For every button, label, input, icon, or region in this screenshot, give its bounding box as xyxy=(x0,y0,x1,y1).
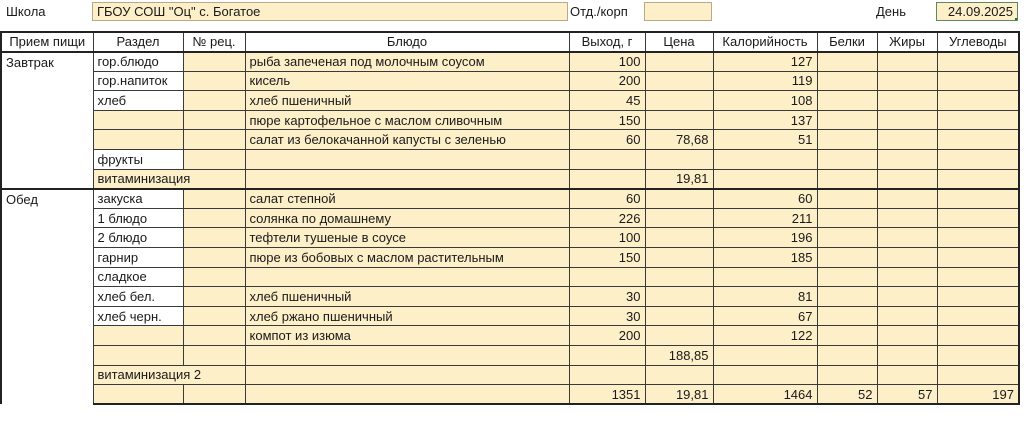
recipe-cell[interactable] xyxy=(183,346,245,366)
section-cell[interactable]: сладкое xyxy=(93,267,183,287)
protein-cell[interactable] xyxy=(817,287,877,307)
price-cell[interactable]: 188,85 xyxy=(645,346,713,366)
section-cell[interactable] xyxy=(93,346,183,366)
section-cell[interactable]: витаминизация xyxy=(93,169,245,189)
calories-cell[interactable]: 108 xyxy=(713,91,817,111)
section-cell[interactable]: 1 блюдо xyxy=(93,208,183,228)
meal-name-cell[interactable]: Завтрак xyxy=(1,52,93,189)
recipe-cell[interactable] xyxy=(183,208,245,228)
table-row xyxy=(1,267,1019,287)
calories-cell[interactable] xyxy=(713,169,817,189)
fat-cell[interactable] xyxy=(877,287,937,307)
fat-cell[interactable] xyxy=(877,189,937,209)
dish-cell[interactable] xyxy=(245,385,569,405)
table-row xyxy=(1,306,1019,326)
col-protein: Белки xyxy=(817,32,877,52)
header-row xyxy=(1,32,1019,52)
fat-cell[interactable] xyxy=(877,71,937,91)
price-cell[interactable]: 19,81 xyxy=(645,169,713,189)
carbs-cell[interactable] xyxy=(937,306,1019,326)
recipe-cell[interactable] xyxy=(183,52,245,72)
dept-field[interactable] xyxy=(644,2,712,21)
calories-cell[interactable]: 81 xyxy=(713,287,817,307)
price-cell[interactable] xyxy=(645,71,713,91)
fat-cell[interactable] xyxy=(877,208,937,228)
col-meal: Прием пищи xyxy=(1,32,93,52)
protein-cell[interactable] xyxy=(817,228,877,248)
recipe-cell[interactable] xyxy=(183,228,245,248)
recipe-cell[interactable] xyxy=(183,150,245,170)
fat-cell[interactable]: 57 xyxy=(877,385,937,405)
price-cell[interactable] xyxy=(645,189,713,209)
price-cell[interactable] xyxy=(645,91,713,111)
section-cell[interactable]: гор.блюдо xyxy=(93,52,183,72)
recipe-cell[interactable] xyxy=(183,306,245,326)
price-cell[interactable] xyxy=(645,365,713,385)
section-cell[interactable] xyxy=(93,385,183,405)
table-row xyxy=(1,365,1019,385)
protein-cell[interactable] xyxy=(817,306,877,326)
yield-cell[interactable]: 200 xyxy=(569,326,645,346)
dish-cell[interactable]: хлеб пшеничный xyxy=(245,91,569,111)
day-label: День xyxy=(876,4,906,19)
carbs-cell[interactable] xyxy=(937,346,1019,366)
carbs-cell[interactable] xyxy=(937,169,1019,189)
table-row xyxy=(1,326,1019,346)
calories-cell[interactable] xyxy=(713,150,817,170)
fat-cell[interactable] xyxy=(877,306,937,326)
table-row xyxy=(1,110,1019,130)
fat-cell[interactable] xyxy=(877,365,937,385)
protein-cell[interactable] xyxy=(817,326,877,346)
carbs-cell[interactable] xyxy=(937,189,1019,209)
protein-cell[interactable]: 52 xyxy=(817,385,877,405)
calories-cell[interactable]: 67 xyxy=(713,306,817,326)
recipe-cell[interactable] xyxy=(183,267,245,287)
col-yield: Выход, г xyxy=(569,32,645,52)
yield-cell[interactable] xyxy=(569,365,645,385)
yield-cell[interactable]: 200 xyxy=(569,71,645,91)
yield-cell[interactable] xyxy=(569,150,645,170)
price-cell[interactable] xyxy=(645,110,713,130)
carbs-cell[interactable] xyxy=(937,150,1019,170)
yield-cell[interactable]: 60 xyxy=(569,130,645,150)
yield-cell[interactable] xyxy=(569,267,645,287)
yield-cell[interactable]: 45 xyxy=(569,91,645,111)
sheet-header xyxy=(0,0,1024,28)
yield-cell[interactable]: 150 xyxy=(569,248,645,268)
carbs-cell[interactable] xyxy=(937,208,1019,228)
recipe-cell[interactable] xyxy=(183,189,245,209)
day-field[interactable]: 24.09.2025 xyxy=(936,2,1018,21)
section-cell[interactable]: фрукты xyxy=(93,150,183,170)
section-cell[interactable] xyxy=(93,326,183,346)
dish-cell[interactable] xyxy=(245,150,569,170)
dish-cell[interactable] xyxy=(245,169,569,189)
yield-cell[interactable] xyxy=(569,169,645,189)
section-cell[interactable]: закуска xyxy=(93,189,183,209)
table-row xyxy=(1,385,1019,405)
dish-cell[interactable] xyxy=(245,267,569,287)
section-cell[interactable]: хлеб бел. xyxy=(93,287,183,307)
carbs-cell[interactable] xyxy=(937,110,1019,130)
fat-cell[interactable] xyxy=(877,150,937,170)
fat-cell[interactable] xyxy=(877,91,937,111)
table-row xyxy=(1,248,1019,268)
calories-cell[interactable]: 119 xyxy=(713,71,817,91)
protein-cell[interactable] xyxy=(817,248,877,268)
protein-cell[interactable] xyxy=(817,52,877,72)
dept-label: Отд./корп xyxy=(570,4,628,19)
carbs-cell[interactable] xyxy=(937,91,1019,111)
table-row xyxy=(1,52,1019,72)
yield-cell[interactable] xyxy=(569,346,645,366)
calories-cell[interactable] xyxy=(713,365,817,385)
calories-cell[interactable]: 211 xyxy=(713,208,817,228)
fat-cell[interactable] xyxy=(877,228,937,248)
carbs-cell[interactable] xyxy=(937,52,1019,72)
section-cell[interactable]: хлеб xyxy=(93,91,183,111)
protein-cell[interactable] xyxy=(817,189,877,209)
price-cell[interactable] xyxy=(645,248,713,268)
dish-cell[interactable]: компот из изюма xyxy=(245,326,569,346)
table-row xyxy=(1,150,1019,170)
fat-cell[interactable] xyxy=(877,169,937,189)
dish-cell[interactable]: солянка по домашнему xyxy=(245,208,569,228)
table-row xyxy=(1,346,1019,366)
protein-cell[interactable] xyxy=(817,130,877,150)
carbs-cell[interactable] xyxy=(937,228,1019,248)
price-cell[interactable] xyxy=(645,326,713,346)
calories-cell[interactable] xyxy=(713,267,817,287)
fat-cell[interactable] xyxy=(877,267,937,287)
yield-cell[interactable]: 30 xyxy=(569,287,645,307)
price-cell[interactable] xyxy=(645,267,713,287)
recipe-cell[interactable] xyxy=(183,91,245,111)
fat-cell[interactable] xyxy=(877,326,937,346)
price-cell[interactable] xyxy=(645,208,713,228)
section-cell[interactable]: 2 блюдо xyxy=(93,228,183,248)
carbs-cell[interactable] xyxy=(937,326,1019,346)
protein-cell[interactable] xyxy=(817,267,877,287)
carbs-cell[interactable] xyxy=(937,71,1019,91)
table-row xyxy=(1,130,1019,150)
col-section: Раздел xyxy=(93,32,183,52)
yield-cell[interactable]: 100 xyxy=(569,228,645,248)
school-label: Школа xyxy=(6,4,46,19)
table-row xyxy=(1,228,1019,248)
table-row xyxy=(1,71,1019,91)
col-price: Цена xyxy=(645,32,713,52)
recipe-cell[interactable] xyxy=(183,287,245,307)
menu-table xyxy=(0,31,1020,405)
recipe-cell[interactable] xyxy=(183,385,245,405)
fat-cell[interactable] xyxy=(877,52,937,72)
dish-cell[interactable]: кисель xyxy=(245,71,569,91)
dish-cell[interactable]: пюре картофельное с маслом сливочным xyxy=(245,110,569,130)
protein-cell[interactable] xyxy=(817,169,877,189)
fat-cell[interactable] xyxy=(877,110,937,130)
yield-cell[interactable]: 226 xyxy=(569,208,645,228)
section-cell[interactable] xyxy=(93,110,183,130)
price-cell[interactable] xyxy=(645,228,713,248)
table-row xyxy=(1,208,1019,228)
dish-cell[interactable]: хлеб пшеничный xyxy=(245,287,569,307)
protein-cell[interactable] xyxy=(817,150,877,170)
section-cell[interactable]: гарнир xyxy=(93,248,183,268)
col-recipe: № рец. xyxy=(183,32,245,52)
fat-cell[interactable] xyxy=(877,130,937,150)
calories-cell[interactable]: 60 xyxy=(713,189,817,209)
price-cell[interactable] xyxy=(645,306,713,326)
section-cell[interactable]: хлеб черн. xyxy=(93,306,183,326)
carbs-cell[interactable] xyxy=(937,287,1019,307)
calories-cell[interactable]: 51 xyxy=(713,130,817,150)
calories-cell[interactable]: 196 xyxy=(713,228,817,248)
section-cell[interactable]: гор.напиток xyxy=(93,71,183,91)
section-cell[interactable]: витаминизация 2 xyxy=(93,365,245,385)
yield-cell[interactable]: 150 xyxy=(569,110,645,130)
calories-cell[interactable]: 1464 xyxy=(713,385,817,405)
protein-cell[interactable] xyxy=(817,346,877,366)
fat-cell[interactable] xyxy=(877,346,937,366)
dish-cell[interactable]: салат из белокачанной капусты с зеленью xyxy=(245,130,569,150)
dish-cell[interactable] xyxy=(245,346,569,366)
calories-cell[interactable] xyxy=(713,346,817,366)
section-cell[interactable] xyxy=(93,130,183,150)
carbs-cell[interactable] xyxy=(937,130,1019,150)
dish-cell[interactable] xyxy=(245,365,569,385)
recipe-cell[interactable] xyxy=(183,71,245,91)
yield-cell[interactable]: 60 xyxy=(569,189,645,209)
dish-cell[interactable]: рыба запеченая под молочным соусом xyxy=(245,52,569,72)
meal-name-cell[interactable]: Обед xyxy=(1,189,93,405)
price-cell[interactable]: 19,81 xyxy=(645,385,713,405)
yield-cell[interactable]: 1351 xyxy=(569,385,645,405)
recipe-cell[interactable] xyxy=(183,110,245,130)
col-fat: Жиры xyxy=(877,32,937,52)
protein-cell[interactable] xyxy=(817,110,877,130)
carbs-cell[interactable] xyxy=(937,365,1019,385)
protein-cell[interactable] xyxy=(817,208,877,228)
table-row xyxy=(1,169,1019,189)
table-row xyxy=(1,91,1019,111)
carbs-cell[interactable]: 197 xyxy=(937,385,1019,405)
protein-cell[interactable] xyxy=(817,71,877,91)
calories-cell[interactable]: 137 xyxy=(713,110,817,130)
recipe-cell[interactable] xyxy=(183,130,245,150)
col-dish: Блюдо xyxy=(245,32,569,52)
recipe-cell[interactable] xyxy=(183,248,245,268)
fat-cell[interactable] xyxy=(877,248,937,268)
price-cell[interactable] xyxy=(645,287,713,307)
dish-cell[interactable]: салат степной xyxy=(245,189,569,209)
calories-cell[interactable]: 127 xyxy=(713,52,817,72)
carbs-cell[interactable] xyxy=(937,248,1019,268)
price-cell[interactable] xyxy=(645,150,713,170)
col-calories: Калорийность xyxy=(713,32,817,52)
price-cell[interactable] xyxy=(645,52,713,72)
dish-cell[interactable]: пюре из бобовых с маслом растительным xyxy=(245,248,569,268)
carbs-cell[interactable] xyxy=(937,267,1019,287)
protein-cell[interactable] xyxy=(817,365,877,385)
price-cell[interactable]: 78,68 xyxy=(645,130,713,150)
calories-cell[interactable]: 122 xyxy=(713,326,817,346)
yield-cell[interactable]: 30 xyxy=(569,306,645,326)
dish-cell[interactable]: хлеб ржано пшеничный xyxy=(245,306,569,326)
recipe-cell[interactable] xyxy=(183,326,245,346)
calories-cell[interactable]: 185 xyxy=(713,248,817,268)
col-carbs: Углеводы xyxy=(937,32,1019,52)
yield-cell[interactable]: 100 xyxy=(569,52,645,72)
table-row xyxy=(1,189,1019,209)
table-row xyxy=(1,287,1019,307)
dish-cell[interactable]: тефтели тушеные в соусе xyxy=(245,228,569,248)
school-field[interactable]: ГБОУ СОШ "Оц" с. Богатое xyxy=(92,2,568,21)
protein-cell[interactable] xyxy=(817,91,877,111)
